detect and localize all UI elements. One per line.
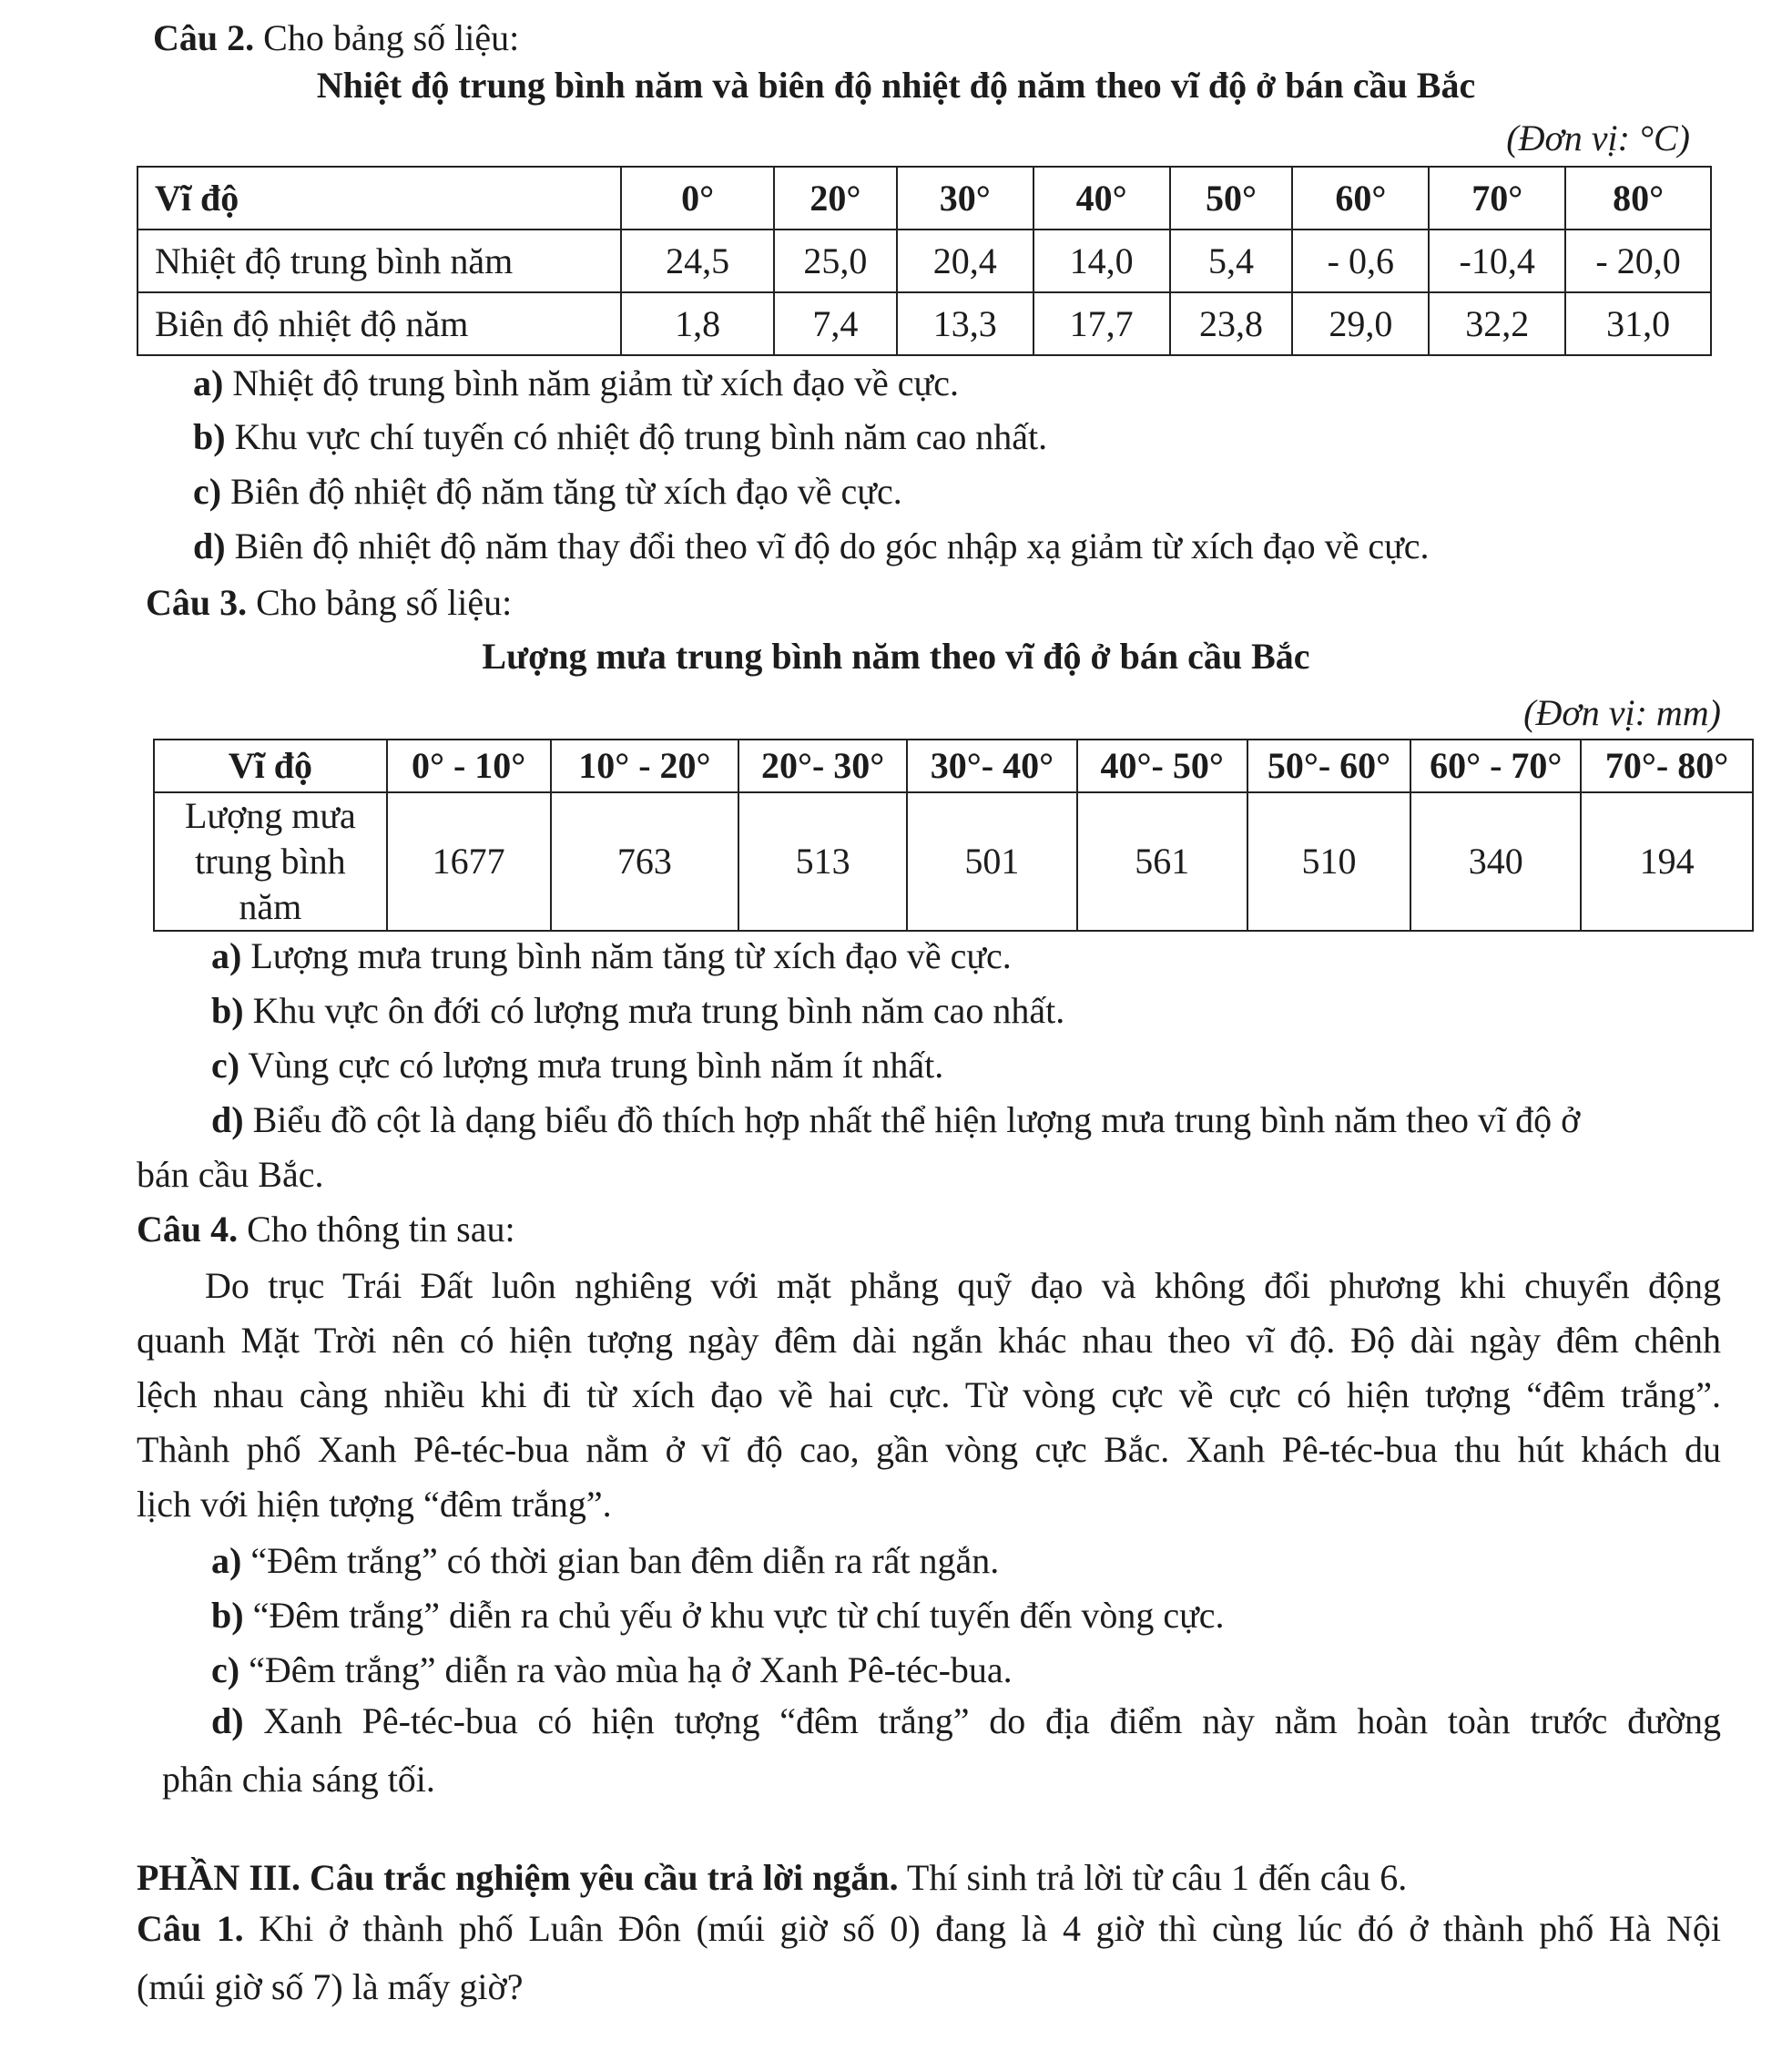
q2-unit: (Đơn vị: °C) xyxy=(1506,117,1690,158)
q4-passage-line: lịch với hiện tượng “đêm trắng”. xyxy=(137,1484,612,1525)
part3-title: PHẦN III. Câu trắc nghiệm yêu cầu trả lời ngắn. xyxy=(137,1857,899,1898)
q2-header-cell: 40° xyxy=(1033,167,1170,230)
q2-header-cell: 30° xyxy=(897,167,1033,230)
table-cell: 510 xyxy=(1247,792,1411,931)
q3-table-header xyxy=(154,740,1753,792)
q2-header-cell: 0° xyxy=(621,167,774,230)
table-cell: 20,4 xyxy=(897,230,1033,292)
q3-header-cell: 0° - 10° xyxy=(387,740,551,792)
table-cell: 7,4 xyxy=(774,292,897,355)
table-cell: 1677 xyxy=(387,792,551,931)
q4-label: Câu 4. xyxy=(137,1209,239,1250)
q3-header-cell: 50°- 60° xyxy=(1247,740,1411,792)
table-cell: 31,0 xyxy=(1565,292,1711,355)
table-cell: 763 xyxy=(551,792,739,931)
table-cell: 340 xyxy=(1410,792,1581,931)
q4-option-d: d) Xanh Pê-téc-bua có hiện tượng “đêm trắng” do địa điểm này nằm hoàn toàn trước đường xyxy=(211,1700,1721,1741)
q2-header-cell: Vĩ độ xyxy=(137,167,621,230)
q2-header-cell: 80° xyxy=(1565,167,1711,230)
table-cell: 513 xyxy=(738,792,907,931)
table-row xyxy=(154,792,1753,931)
q3-header-cell: Vĩ độ xyxy=(154,740,387,792)
q4-heading xyxy=(137,1208,515,1251)
q3-option-c: c) Vùng cực có lượng mưa trung bình năm ít nhất. xyxy=(211,1045,944,1086)
q3-header-cell: 10° - 20° xyxy=(551,740,739,792)
q4-option-b: b) “Đêm trắng” diễn ra chủ yếu ở khu vực từ chí tuyến đến vòng cực. xyxy=(211,1595,1225,1636)
table-cell: 561 xyxy=(1077,792,1247,931)
table-cell: - 20,0 xyxy=(1565,230,1711,292)
q3-option-a: a) Lượng mưa trung bình năm tăng từ xích đạo về cực. xyxy=(211,935,1012,976)
table-cell: 17,7 xyxy=(1033,292,1170,355)
table-row xyxy=(137,230,1711,292)
q3-header-cell: 30°- 40° xyxy=(907,740,1077,792)
table-cell: 1,8 xyxy=(621,292,774,355)
q3-intro: Cho bảng số liệu: xyxy=(256,582,513,623)
table-cell: 29,0 xyxy=(1292,292,1429,355)
q3-option-d-cont: bán cầu Bắc. xyxy=(137,1154,324,1195)
q4-option-c: c) “Đêm trắng” diễn ra vào mùa hạ ở Xanh Pê-téc-bua. xyxy=(211,1649,1013,1690)
q3-option-b: b) Khu vực ôn đới có lượng mưa trung bình năm cao nhất. xyxy=(211,990,1065,1031)
q2-table-title: Nhiệt độ trung bình năm và biên độ nhiệt độ năm theo vĩ độ ở bán cầu Bắc xyxy=(316,65,1476,106)
q2-option-b: b) Khu vực chí tuyến có nhiệt độ trung bình năm cao nhất. xyxy=(193,416,1048,457)
q3-unit: (Đơn vị: mm) xyxy=(1523,692,1721,733)
q2-option-d: d) Biên độ nhiệt độ năm thay đổi theo vĩ độ do góc nhập xạ giảm từ xích đạo về cực. xyxy=(193,525,1430,566)
q4-passage-line: Do trục Trái Đất luôn nghiêng với mặt phẳng quỹ đạo và không đổi phương khi chuyển động xyxy=(205,1265,1721,1306)
q2-header-cell: 60° xyxy=(1292,167,1429,230)
p3-q1-line2: (múi giờ số 7) là mấy giờ? xyxy=(137,1966,524,2007)
table-cell: 5,4 xyxy=(1170,230,1293,292)
q3-header-cell: 60° - 70° xyxy=(1410,740,1581,792)
q4-passage-line: Thành phố Xanh Pê-téc-bua nằm ở vĩ độ cao, gần vòng cực Bắc. Xanh Pê-téc-bua thu hút khách du xyxy=(137,1429,1721,1470)
q2-table xyxy=(137,166,1712,356)
q2-label: Câu 2. xyxy=(153,17,255,58)
q2-option-c: c) Biên độ nhiệt độ năm tăng từ xích đạo về cực. xyxy=(193,471,902,512)
q2-option-a: a) Nhiệt độ trung bình năm giảm từ xích đạo về cực. xyxy=(193,362,959,403)
table-cell: -10,4 xyxy=(1429,230,1565,292)
q2-header-cell: 50° xyxy=(1170,167,1293,230)
q4-option-d-cont: phân chia sáng tối. xyxy=(162,1759,435,1800)
q4-option-a: a) “Đêm trắng” có thời gian ban đêm diễn ra rất ngắn. xyxy=(211,1540,1000,1581)
row-label: Biên độ nhiệt độ năm xyxy=(137,292,621,355)
q3-header-cell: 40°- 50° xyxy=(1077,740,1247,792)
p3-q1-line1: Câu 1. Khi ở thành phố Luân Đôn (múi giờ số 0) đang là 4 giờ thì cùng lúc đó ở thành phố Hà Nội xyxy=(137,1908,1722,1949)
q3-label: Câu 3. xyxy=(146,582,248,623)
q4-passage-line: lệch nhau càng nhiều khi đi từ xích đạo về hai cực. Từ vòng cực về cực có hiện tượng “đêm trắng”. xyxy=(137,1374,1721,1415)
q4-intro: Cho thông tin sau: xyxy=(247,1209,515,1250)
row-label: Lượng mưa trung bình năm xyxy=(154,792,387,931)
q2-heading xyxy=(153,16,519,60)
q2-header-cell: 20° xyxy=(774,167,897,230)
table-cell: 501 xyxy=(907,792,1077,931)
q3-option-d: d) Biểu đồ cột là dạng biểu đồ thích hợp nhất thể hiện lượng mưa trung bình năm theo vĩ độ ở xyxy=(211,1099,1581,1140)
q2-table-header xyxy=(137,167,1711,230)
q4-passage-line: quanh Mặt Trời nên có hiện tượng ngày đêm dài ngắn khác nhau theo vĩ độ. Độ dài ngày đêm chênh xyxy=(137,1320,1721,1361)
q3-heading xyxy=(146,581,512,625)
q3-header-cell: 70°- 80° xyxy=(1581,740,1753,792)
table-cell: 25,0 xyxy=(774,230,897,292)
table-cell: - 0,6 xyxy=(1292,230,1429,292)
q2-header-cell: 70° xyxy=(1429,167,1565,230)
table-cell: 14,0 xyxy=(1033,230,1170,292)
q3-header-cell: 20°- 30° xyxy=(738,740,907,792)
q3-table xyxy=(153,739,1754,932)
table-cell: 13,3 xyxy=(897,292,1033,355)
row-label: Nhiệt độ trung bình năm xyxy=(137,230,621,292)
table-cell: 32,2 xyxy=(1429,292,1565,355)
p3-q1-label: Câu 1. xyxy=(137,1908,244,1949)
table-cell: 24,5 xyxy=(621,230,774,292)
q3-table-title: Lượng mưa trung bình năm theo vĩ độ ở bán cầu Bắc xyxy=(482,636,1310,677)
table-cell: 194 xyxy=(1581,792,1753,931)
part3-instruction: Thí sinh trả lời từ câu 1 đến câu 6. xyxy=(906,1857,1408,1898)
table-row xyxy=(137,292,1711,355)
table-cell: 23,8 xyxy=(1170,292,1293,355)
part3-heading xyxy=(137,1856,1407,1900)
q2-intro: Cho bảng số liệu: xyxy=(263,17,520,58)
